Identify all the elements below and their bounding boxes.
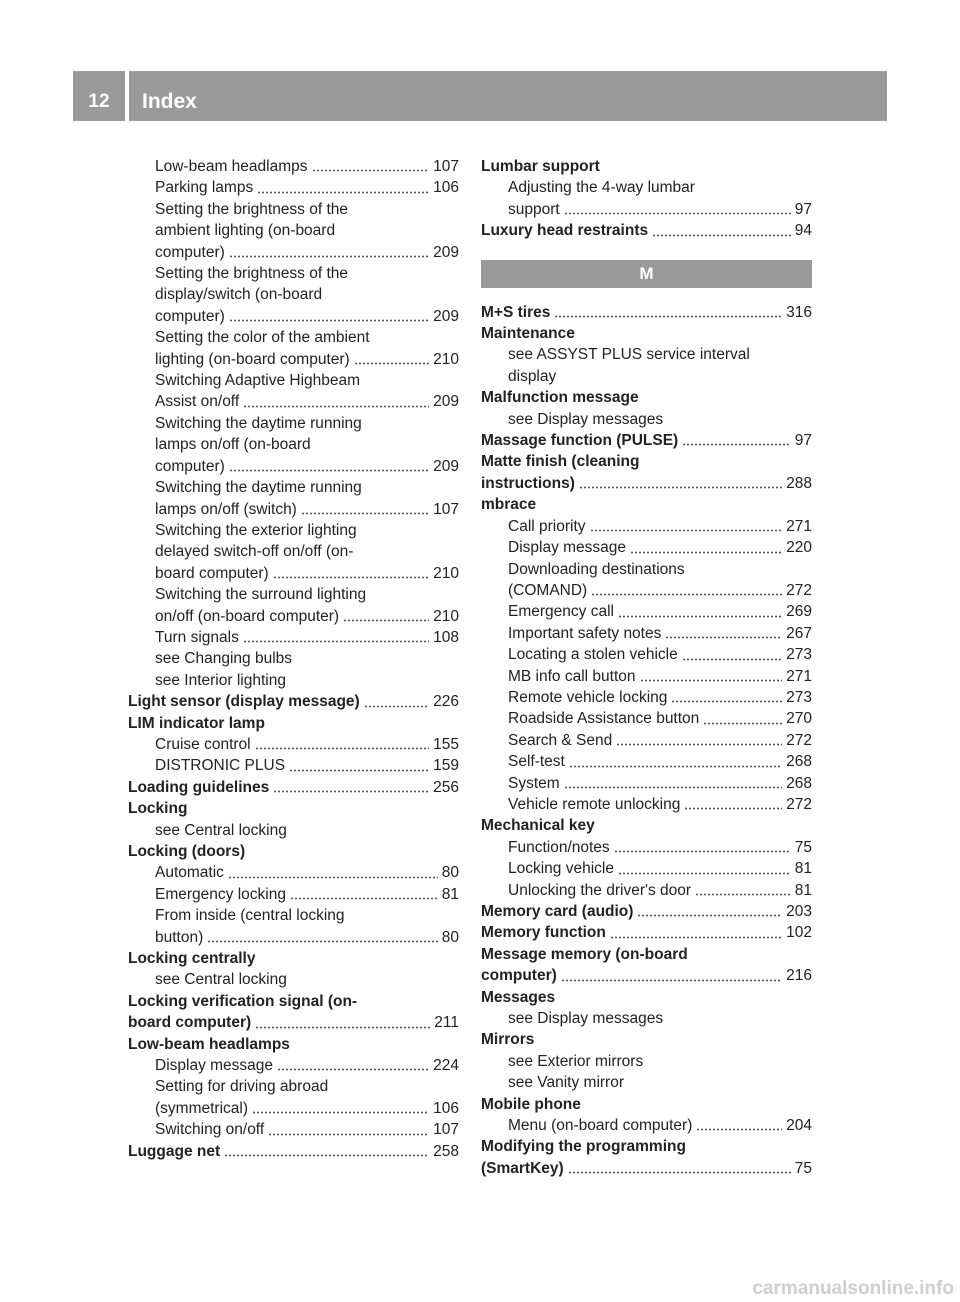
- index-subentry[interactable]: [481, 794, 812, 815]
- entry-text: computer): [155, 457, 225, 475]
- entry-text: Mirrors: [481, 1031, 535, 1049]
- index-subentry[interactable]: [481, 858, 812, 879]
- page-reference[interactable]: 209: [433, 307, 459, 325]
- page-reference[interactable]: 106: [433, 1099, 459, 1117]
- page-reference[interactable]: 108: [433, 628, 459, 646]
- dot-leader: [290, 897, 438, 900]
- entry-text: Automatic: [155, 864, 224, 882]
- entry-text: mbrace: [481, 496, 537, 514]
- entry-text: Roadside Assistance button: [508, 710, 700, 728]
- index-entry[interactable]: [481, 220, 812, 241]
- dot-leader: [579, 486, 782, 489]
- index-subentry: [128, 284, 459, 305]
- entry-text: see ASSYST PLUS service interval: [508, 346, 750, 364]
- page-reference[interactable]: 273: [786, 646, 812, 664]
- dot-leader: [554, 315, 782, 318]
- page-reference[interactable]: 75: [794, 838, 812, 856]
- entry-text: Downloading destinations: [508, 560, 685, 578]
- entry-text: Cruise control: [155, 735, 251, 753]
- entry-text: Modifying the programming: [481, 1138, 686, 1156]
- index-entry[interactable]: [481, 965, 812, 986]
- page-reference[interactable]: 209: [433, 243, 459, 261]
- dot-leader: [614, 850, 791, 853]
- page-reference[interactable]: 75: [794, 1159, 812, 1177]
- index-entry: [128, 798, 459, 819]
- entry-text: Adjusting the 4-way lumbar: [508, 179, 695, 197]
- dot-leader: [229, 255, 429, 258]
- index-subentry: [128, 905, 459, 926]
- page-header: [73, 71, 887, 121]
- entry-text: see Exterior mirrors: [508, 1052, 644, 1070]
- dot-leader: [671, 700, 782, 703]
- index-subentry[interactable]: [128, 242, 459, 263]
- dot-leader: [682, 658, 782, 661]
- index-subentry: [481, 177, 812, 198]
- index-entry: [481, 1029, 812, 1050]
- index-subentry: [481, 1051, 812, 1072]
- entry-text: Important safety notes: [508, 624, 662, 642]
- entry-text: Lumbar support: [481, 158, 600, 175]
- dot-leader: [568, 1171, 791, 1174]
- page-reference[interactable]: 155: [433, 735, 459, 753]
- page-reference[interactable]: 288: [786, 474, 812, 492]
- header-divider: [125, 71, 129, 121]
- index-entry: [481, 987, 812, 1008]
- index-subentry: [481, 1008, 812, 1029]
- index-entry: [481, 387, 812, 408]
- index-subentry[interactable]: [128, 456, 459, 477]
- page-reference[interactable]: 81: [441, 885, 459, 903]
- entry-text: Display message: [155, 1057, 274, 1075]
- entry-text: Locking vehicle: [508, 860, 614, 878]
- entry-text: Switching the daytime running: [155, 479, 362, 497]
- dot-leader: [255, 747, 430, 750]
- index-subentry[interactable]: [481, 708, 812, 729]
- entry-text: Low-beam headlamps: [128, 1035, 290, 1053]
- entry-text: Parking lamps: [155, 179, 254, 197]
- dot-leader: [343, 619, 429, 622]
- index-subentry: [128, 584, 459, 605]
- page-reference[interactable]: 107: [433, 158, 459, 175]
- page-reference[interactable]: 94: [794, 222, 812, 240]
- entry-text: DISTRONIC PLUS: [155, 757, 286, 775]
- page-reference[interactable]: 211: [434, 1014, 459, 1032]
- index-entry: [481, 944, 812, 965]
- entry-text: MB info call button: [508, 667, 636, 685]
- entry-text: display/switch (on-board: [155, 286, 323, 304]
- index-subentry[interactable]: [128, 1055, 459, 1076]
- entry-text: delayed switch-off on/off (on-: [155, 543, 354, 561]
- index-subentry[interactable]: [128, 349, 459, 370]
- entry-text: see Display messages: [508, 410, 664, 428]
- index-entry[interactable]: [481, 1158, 812, 1179]
- entry-text: see Vanity mirror: [508, 1074, 624, 1092]
- index-subentry: [128, 520, 459, 541]
- entry-text: Assist on/off: [155, 393, 240, 411]
- dot-leader: [561, 979, 782, 982]
- dot-leader: [243, 405, 429, 408]
- entry-text: lamps on/off (switch): [155, 500, 297, 518]
- page-reference[interactable]: 97: [794, 200, 812, 218]
- index-subentry[interactable]: [481, 516, 812, 537]
- index-subentry[interactable]: [481, 199, 812, 220]
- index-subentry[interactable]: [481, 537, 812, 558]
- entry-text: Remote vehicle locking: [508, 688, 668, 706]
- index-entry[interactable]: [481, 302, 812, 323]
- index-subentry: [481, 559, 812, 580]
- entry-text: From inside (central locking: [155, 907, 345, 925]
- index-subentry[interactable]: [128, 499, 459, 520]
- page-reference[interactable]: 81: [794, 881, 812, 899]
- entry-text: ambient lighting (on-board: [155, 222, 336, 240]
- page-reference[interactable]: 203: [786, 903, 812, 920]
- page-reference[interactable]: 270: [786, 710, 812, 728]
- index-subentry[interactable]: [128, 1119, 459, 1140]
- index-subentry: [481, 409, 812, 430]
- index-subentry[interactable]: [481, 687, 812, 708]
- index-entry: [481, 451, 812, 472]
- dot-leader: [255, 1026, 430, 1029]
- entry-text: Matte finish (cleaning: [481, 453, 640, 471]
- index-subentry[interactable]: [128, 755, 459, 776]
- index-entry[interactable]: [481, 922, 812, 943]
- page-reference[interactable]: 204: [786, 1117, 812, 1135]
- page-reference[interactable]: 271: [786, 667, 812, 685]
- index-subentry[interactable]: [128, 606, 459, 627]
- dot-leader: [618, 615, 782, 618]
- entry-text: Locking (doors): [128, 843, 246, 860]
- index-subentry[interactable]: [128, 306, 459, 327]
- index-subentry[interactable]: [128, 862, 459, 883]
- index-subentry[interactable]: [481, 666, 812, 687]
- entry-text: (symmetrical): [155, 1099, 248, 1117]
- entry-text: LIM indicator lamp: [128, 714, 265, 732]
- entry-text: Function/notes: [508, 838, 610, 856]
- dot-leader: [665, 636, 782, 639]
- dot-leader: [312, 169, 430, 172]
- page-reference[interactable]: 271: [786, 517, 812, 535]
- entry-text: Self-test: [508, 753, 565, 771]
- page-reference[interactable]: 220: [786, 539, 812, 557]
- dot-leader: [564, 212, 791, 215]
- dot-leader: [618, 872, 791, 875]
- entry-text: Emergency call: [508, 603, 614, 621]
- index-entry: [481, 494, 812, 515]
- entry-text: M+S tires: [481, 303, 551, 321]
- index-subentry[interactable]: [128, 156, 459, 177]
- index-entry[interactable]: [128, 1141, 459, 1162]
- entry-text: board computer): [155, 564, 269, 582]
- entry-text: Locating a stolen vehicle: [508, 646, 678, 664]
- index-subentry: [128, 370, 459, 391]
- dot-leader: [703, 722, 782, 725]
- entry-text: see Central locking: [155, 971, 287, 989]
- dot-leader: [354, 362, 429, 365]
- dot-leader: [652, 234, 791, 237]
- page-reference[interactable]: 159: [433, 757, 459, 775]
- entry-text: board computer): [128, 1014, 252, 1032]
- entry-text: Setting for driving abroad: [155, 1078, 329, 1096]
- dot-leader: [273, 790, 429, 793]
- page-reference[interactable]: 269: [786, 603, 812, 621]
- dot-leader: [569, 765, 782, 768]
- entry-text: Messages: [481, 988, 556, 1006]
- index-subentry[interactable]: [128, 391, 459, 412]
- entry-text: (SmartKey): [481, 1159, 564, 1177]
- entry-text: button): [155, 928, 204, 946]
- index-entry: [481, 156, 812, 177]
- entry-text: Switching the exterior lighting: [155, 521, 357, 539]
- dot-leader: [640, 679, 783, 682]
- page-reference[interactable]: 267: [786, 624, 812, 642]
- index-subentry: [128, 820, 459, 841]
- page-reference[interactable]: 273: [786, 688, 812, 706]
- dot-leader: [301, 512, 429, 515]
- index-subentry[interactable]: [481, 773, 812, 794]
- dot-leader: [268, 1133, 429, 1136]
- index-entry: [481, 1136, 812, 1157]
- index-subentry: [128, 1076, 459, 1097]
- index-letter-heading: M: [481, 260, 812, 288]
- page-reference[interactable]: 316: [786, 303, 812, 321]
- entry-text: Memory function: [481, 924, 606, 942]
- entry-text: Switching on/off: [155, 1121, 265, 1139]
- entry-text: Low-beam headlamps: [155, 158, 308, 175]
- dot-leader: [682, 443, 791, 446]
- page-reference[interactable]: 256: [433, 778, 459, 796]
- entry-text: computer): [481, 967, 557, 985]
- entry-text: Locking: [128, 800, 188, 818]
- index-subentry: [128, 263, 459, 284]
- section-title: Index: [142, 90, 197, 113]
- page-reference[interactable]: 210: [433, 350, 459, 368]
- entry-text: Memory card (audio): [481, 903, 634, 920]
- entry-text: computer): [155, 307, 225, 325]
- dot-leader: [696, 1128, 782, 1131]
- entry-text: Setting the brightness of the: [155, 200, 349, 218]
- entry-text: Malfunction message: [481, 389, 639, 407]
- entry-text: Setting the brightness of the: [155, 265, 349, 283]
- index-subentry: [481, 344, 812, 365]
- entry-text: computer): [155, 243, 225, 261]
- entry-text: Light sensor (display message): [128, 693, 360, 711]
- entry-text: Call priority: [508, 517, 586, 535]
- dot-leader: [229, 469, 429, 472]
- index-subentry[interactable]: [128, 563, 459, 584]
- index-subentry[interactable]: [481, 880, 812, 901]
- entry-text: Locking verification signal (on-: [128, 992, 358, 1010]
- entry-text: Mechanical key: [481, 817, 595, 835]
- entry-text: Locking centrally: [128, 950, 256, 968]
- entry-text: lamps on/off (on-board: [155, 436, 311, 454]
- page-reference[interactable]: 268: [786, 753, 812, 771]
- entry-text: see Display messages: [508, 1010, 664, 1028]
- entry-text: Search & Send: [508, 731, 613, 749]
- entry-text: (COMAND): [508, 581, 588, 599]
- dot-leader: [684, 807, 782, 810]
- dot-leader: [229, 319, 429, 322]
- index-column-left: [128, 156, 459, 1162]
- index-entry: [128, 948, 459, 969]
- page-reference[interactable]: 107: [433, 500, 459, 518]
- index-subentry[interactable]: [128, 734, 459, 755]
- entry-text: Switching the surround lighting: [155, 586, 367, 604]
- dot-leader: [630, 551, 782, 554]
- dot-leader: [289, 769, 429, 772]
- index-subentry[interactable]: [481, 623, 812, 644]
- entry-text: Unlocking the driver's door: [508, 881, 692, 899]
- dot-leader: [207, 940, 437, 943]
- entry-text: support: [508, 200, 560, 218]
- dot-leader: [564, 786, 782, 789]
- index-entry[interactable]: [481, 901, 812, 922]
- index-subentry: [128, 327, 459, 348]
- index-subentry[interactable]: [128, 884, 459, 905]
- index-subentry: [481, 1072, 812, 1093]
- dot-leader: [252, 1111, 429, 1114]
- index-subentry[interactable]: [481, 644, 812, 665]
- page-reference[interactable]: 272: [786, 731, 812, 749]
- entry-text: on/off (on-board computer): [155, 607, 340, 625]
- page-reference[interactable]: 226: [433, 693, 459, 711]
- index-subentry[interactable]: [481, 837, 812, 858]
- index-entry: [128, 1034, 459, 1055]
- page-reference[interactable]: 209: [433, 457, 459, 475]
- index-subentry[interactable]: [128, 177, 459, 198]
- page-reference[interactable]: 97: [794, 432, 812, 450]
- index-subentry[interactable]: [481, 601, 812, 622]
- entry-text: lighting (on-board computer): [155, 350, 350, 368]
- index-subentry[interactable]: [481, 730, 812, 751]
- index-subentry[interactable]: [128, 627, 459, 648]
- index-entry: [481, 323, 812, 344]
- page-reference[interactable]: 210: [433, 607, 459, 625]
- index-entry: [128, 991, 459, 1012]
- index-entry: [128, 841, 459, 862]
- entry-text: see Changing bulbs: [155, 650, 293, 668]
- index-subentry[interactable]: [481, 1115, 812, 1136]
- entry-text: Setting the color of the ambient: [155, 329, 370, 347]
- index-subentry: [128, 220, 459, 241]
- entry-text: Luggage net: [128, 1142, 221, 1160]
- entry-text: System: [508, 774, 560, 792]
- entry-text: see Interior lighting: [155, 671, 286, 689]
- dot-leader: [695, 893, 791, 896]
- dot-leader: [273, 576, 429, 579]
- entry-text: display: [508, 367, 557, 385]
- index-subentry: [128, 477, 459, 498]
- entry-text: Emergency locking: [155, 885, 286, 903]
- page-reference[interactable]: 102: [786, 924, 812, 942]
- page-reference[interactable]: 272: [786, 795, 812, 813]
- page-reference[interactable]: 268: [786, 774, 812, 792]
- entry-text: Vehicle remote unlocking: [508, 795, 681, 813]
- page-reference[interactable]: 106: [433, 179, 459, 197]
- index-entry[interactable]: [128, 1012, 459, 1033]
- index-subentry: [128, 541, 459, 562]
- entry-text: Switching the daytime running: [155, 414, 362, 432]
- dot-leader: [590, 529, 783, 532]
- entry-text: Mobile phone: [481, 1095, 581, 1113]
- index-subentry: [128, 670, 459, 691]
- entry-text: Display message: [508, 539, 627, 557]
- entry-text: see Central locking: [155, 821, 287, 839]
- dot-leader: [364, 705, 429, 708]
- index-subentry: [481, 366, 812, 387]
- entry-text: Maintenance: [481, 325, 575, 343]
- page-reference[interactable]: 216: [786, 967, 812, 985]
- page-reference[interactable]: 272: [786, 581, 812, 599]
- dot-leader: [228, 876, 438, 879]
- dot-leader: [277, 1068, 429, 1071]
- page-reference[interactable]: 81: [794, 860, 812, 878]
- index-subentry[interactable]: [128, 1098, 459, 1119]
- index-subentry: [128, 969, 459, 990]
- index-entry: [128, 713, 459, 734]
- entry-text: Menu (on-board computer): [508, 1117, 693, 1135]
- page-reference[interactable]: 80: [441, 928, 459, 946]
- index-subentry[interactable]: [481, 580, 812, 601]
- dot-leader: [637, 914, 782, 917]
- entry-text: Loading guidelines: [128, 778, 270, 796]
- dot-leader: [257, 191, 429, 194]
- index-entry[interactable]: [128, 777, 459, 798]
- dot-leader: [610, 936, 782, 939]
- index-entry[interactable]: [128, 691, 459, 712]
- index-subentry[interactable]: [128, 927, 459, 948]
- entry-text: Luxury head restraints: [481, 222, 649, 240]
- page-reference[interactable]: 224: [433, 1057, 459, 1075]
- watermark: carmanualsonline.info: [752, 1278, 954, 1299]
- index-subentry: [128, 413, 459, 434]
- index-entry: [481, 815, 812, 836]
- page-reference[interactable]: 258: [433, 1142, 459, 1160]
- entry-text: Turn signals: [155, 628, 239, 646]
- entry-text: Switching Adaptive Highbeam: [155, 372, 361, 390]
- page-number: 12: [88, 91, 110, 112]
- entry-text: Massage function (PULSE): [481, 432, 679, 450]
- page-reference[interactable]: 210: [433, 564, 459, 582]
- index-subentry: [128, 199, 459, 220]
- page-reference[interactable]: 107: [433, 1121, 459, 1139]
- index-entry[interactable]: [481, 430, 812, 451]
- page-reference[interactable]: 80: [441, 864, 459, 882]
- index-subentry: [128, 648, 459, 669]
- index-subentry[interactable]: [481, 751, 812, 772]
- dot-leader: [243, 640, 429, 643]
- index-column-right: [481, 156, 812, 1179]
- entry-text: Message memory (on-board: [481, 945, 688, 963]
- index-entry: [481, 1094, 812, 1115]
- dot-leader: [224, 1154, 429, 1157]
- page-reference[interactable]: 209: [433, 393, 459, 411]
- index-subentry: [128, 434, 459, 455]
- index-entry[interactable]: [481, 473, 812, 494]
- dot-leader: [591, 593, 782, 596]
- dot-leader: [616, 743, 782, 746]
- entry-text: instructions): [481, 474, 575, 492]
